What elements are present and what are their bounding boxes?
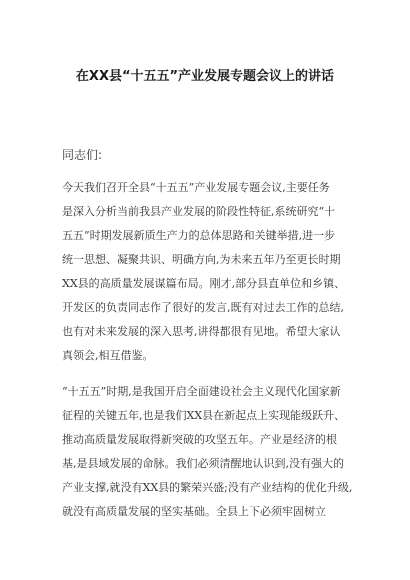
paragraph-line: 征程的关键五年,也是我们XX县在新起点上实现能级跃升、 [62, 409, 346, 422]
paragraph-line: 推动高质量发展取得新突破的攻坚五年。产业是经济的根 [62, 433, 337, 446]
paragraph-line: 就没有高质量发展的坚实基础。全县上下必须牢固树立 [62, 505, 326, 518]
paragraph-2 [62, 380, 362, 524]
paragraph-line: XX县的高质量发展谋篇布局。刚才,部分县直单位和乡镇、 [62, 277, 346, 290]
paragraph-line: 五五”时期发展新质生产力的总体思路和关键举措,进一步 [62, 229, 336, 242]
paragraph-line: 统一思想、凝聚共识、明确方向,为未来五年乃至更长时期 [62, 253, 341, 266]
paragraph-line: 基,是县域发展的命脉。我们必须清醒地认识到,没有强大的 [62, 457, 344, 470]
paragraph-line: 是深入分析当前我县产业发展的阶段性特征,系统研究“十 [62, 205, 336, 218]
paragraph-1 [62, 176, 362, 368]
paragraph-line: “十五五”时期,是我国开启全面建设社会主义现代化国家新 [62, 385, 341, 398]
paragraph-line: 今天我们召开全县“十五五”产业发展专题会议,主要任务 [62, 181, 330, 194]
paragraph-line: 产业支撑,就没有XX县的繁荣兴盛;没有产业结构的优化升级, [62, 481, 353, 494]
paragraph-line: 真领会,相互借鉴。 [62, 349, 154, 362]
salutation: 同志们: [62, 148, 103, 162]
document-title: 在XX县“十五五”产业发展专题会议上的讲话 [75, 69, 335, 84]
paragraph-line: 也有对未来发展的深入思考,讲得都很有见地。希望大家认 [62, 325, 341, 338]
paragraph-line: 开发区的负责同志作了很好的发言,既有对过去工作的总结, [62, 301, 344, 314]
